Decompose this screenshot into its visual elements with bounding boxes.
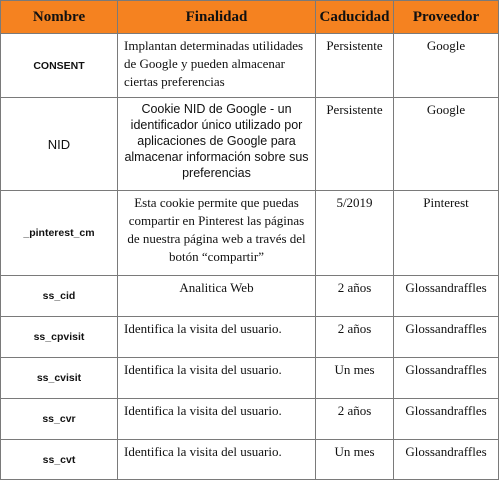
table-header-row <box>1 1 499 34</box>
cookie-provider: Google <box>394 34 499 98</box>
header-name: Nombre <box>1 1 118 34</box>
header-provider: Proveedor <box>394 1 499 34</box>
cookie-provider: Pinterest <box>394 191 499 276</box>
cookie-name: CONSENT <box>1 34 118 98</box>
cookie-provider: Glossandraffles <box>394 276 499 317</box>
cookie-purpose: Identifica la visita del usuario. <box>118 317 316 358</box>
cookie-name: ss_cid <box>1 276 118 317</box>
cookie-provider: Glossandraffles <box>394 317 499 358</box>
cookie-name: _pinterest_cm <box>1 191 118 276</box>
cookie-provider: Glossandraffles <box>394 358 499 399</box>
header-purpose: Finalidad <box>118 1 316 34</box>
cookie-purpose: Identifica la visita del usuario. <box>118 358 316 399</box>
cookie-provider: Google <box>394 98 499 191</box>
cookie-expiry: 5/2019 <box>316 191 394 276</box>
cookie-expiry: Un mes <box>316 440 394 480</box>
cookie-name: ss_cpvisit <box>1 317 118 358</box>
table-row <box>1 399 499 440</box>
cookie-expiry: Un mes <box>316 358 394 399</box>
header-expiry: Caducidad <box>316 1 394 34</box>
cookie-purpose: Identifica la visita del usuario. <box>118 440 316 480</box>
cookie-purpose: Implantan determinadas utilidades de Google y pueden almacenar ciertas preferencias <box>118 34 316 98</box>
table-row <box>1 440 499 480</box>
cookie-purpose: Identifica la visita del usuario. <box>118 399 316 440</box>
cookie-purpose: Esta cookie permite que puedas compartir en Pinterest las páginas de nuestra página web a través del botón “compartir” <box>118 191 316 276</box>
cookie-expiry: 2 años <box>316 317 394 358</box>
table-row <box>1 358 499 399</box>
table-row <box>1 317 499 358</box>
table-row <box>1 34 499 98</box>
cookie-expiry: 2 años <box>316 399 394 440</box>
cookie-purpose: Analitica Web <box>118 276 316 317</box>
cookie-name: NID <box>1 98 118 191</box>
table-row <box>1 98 499 191</box>
cookie-name: ss_cvisit <box>1 358 118 399</box>
cookie-expiry: Persistente <box>316 98 394 191</box>
cookie-name: ss_cvr <box>1 399 118 440</box>
table-row <box>1 191 499 276</box>
cookie-expiry: 2 años <box>316 276 394 317</box>
table-row <box>1 276 499 317</box>
cookie-provider: Glossandraffles <box>394 440 499 480</box>
cookie-name: ss_cvt <box>1 440 118 480</box>
cookie-provider: Glossandraffles <box>394 399 499 440</box>
cookie-expiry: Persistente <box>316 34 394 98</box>
cookie-purpose: Cookie NID de Google - un identificador único utilizado por aplicaciones de Google para almacenar información sobre sus preferencias <box>118 98 316 191</box>
